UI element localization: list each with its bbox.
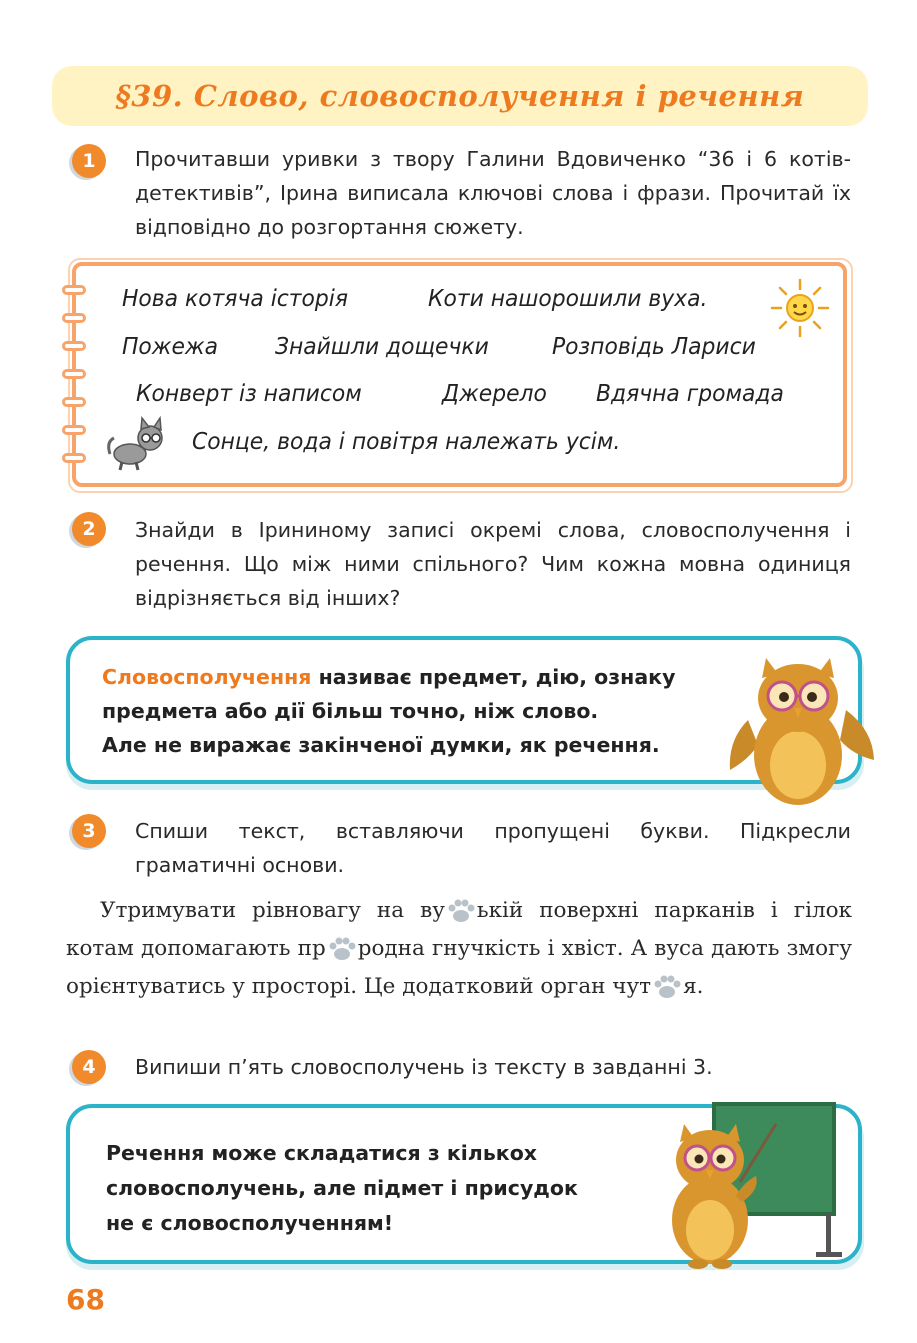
task-number-2: 2 xyxy=(72,512,106,546)
chalkboard-stand xyxy=(826,1214,831,1256)
task-1-text: Прочитавши уривки з твору Галини Вдовиченко “36 і 6 котів-детективів”, Ірина виписала ключові слова і фрази. Прочитай їх відповідно до розгортання сюжету. xyxy=(135,147,851,239)
notebook-ring xyxy=(62,341,86,351)
task-4-text: Випиши п’ять словосполучень із тексту в завданні 3. xyxy=(135,1055,713,1079)
page-number: 68 xyxy=(66,1283,105,1316)
story-part-2: ькій поверхні парканів і гілок котам допомагають пр xyxy=(66,898,852,961)
cat-icon xyxy=(104,414,174,474)
chalkboard-foot xyxy=(816,1252,842,1257)
notebook-ring xyxy=(62,285,86,295)
rule-1-line-2: предмета або дії більш точно, ніж слово. xyxy=(102,699,599,723)
notebook-ring xyxy=(62,453,86,463)
notebook-phrase: Джерело xyxy=(442,381,547,407)
notebook-ring xyxy=(62,313,86,323)
notebook-phrase: Коти нашорошили вуха. xyxy=(428,286,708,312)
task-2-text: Знайди в Ірининому записі окремі слова, словосполучення і речення. Що між ними спільного? Чим кожна мовна одиниця відрізняється від інших? xyxy=(135,518,851,610)
story-part-4: я. xyxy=(683,974,704,999)
task-number-1: 1 xyxy=(72,144,106,178)
task-number-4: 4 xyxy=(72,1050,106,1084)
notebook-phrase: Сонце, вода і повітря належать усім. xyxy=(192,429,621,455)
rule-1-line-1 xyxy=(102,660,675,694)
rule-2-line-1: Речення може складатися з кількох xyxy=(106,1141,538,1165)
story-text xyxy=(66,892,852,1006)
notebook-phrase: Розповідь Лариси xyxy=(552,334,756,360)
rule-2-line-2: словосполучень, але підмет і присудок xyxy=(106,1176,578,1200)
rule-1-line-3: Але не виражає закінченої думки, як речення. xyxy=(102,733,660,757)
rule-1-term: Словосполучення xyxy=(102,665,312,689)
rule-2-line-3: не є словосполученням! xyxy=(106,1211,394,1235)
paw-icon xyxy=(446,898,476,924)
story-part-1: Утримувати рівновагу на ву xyxy=(100,898,445,923)
paw-icon xyxy=(327,936,357,962)
notebook-phrase: Пожежа xyxy=(122,334,219,360)
rule-1-line-1-rest: називає предмет, дію, ознаку xyxy=(311,665,676,689)
story-part-3: родна гнучкість і хвіст. А вуса дають змогу орієнтуватись у просторі. Це додатковий орган чут xyxy=(66,936,852,999)
notebook-phrase: Вдячна громада xyxy=(596,381,784,407)
notebook-phrase: Знайшли дощечки xyxy=(275,334,489,360)
owl-teacher-icon xyxy=(660,1112,790,1272)
notebook-ring xyxy=(62,397,86,407)
page-title: §39. Слово, словосполучення і речення xyxy=(115,79,805,113)
sun-icon xyxy=(768,276,832,340)
task-number-3: 3 xyxy=(72,814,106,848)
title-bar xyxy=(52,66,868,126)
notebook-ring xyxy=(62,425,86,435)
task-3-text: Спиши текст, вставляючи пропущені букви. Підкресли граматичні основи. xyxy=(135,819,851,877)
owl-illustration-icon xyxy=(718,650,878,810)
notebook-phrase: Нова котяча історія xyxy=(122,286,348,312)
notebook-ring xyxy=(62,369,86,379)
paw-icon xyxy=(652,974,682,1000)
notebook-phrase: Конверт із написом xyxy=(136,381,362,407)
